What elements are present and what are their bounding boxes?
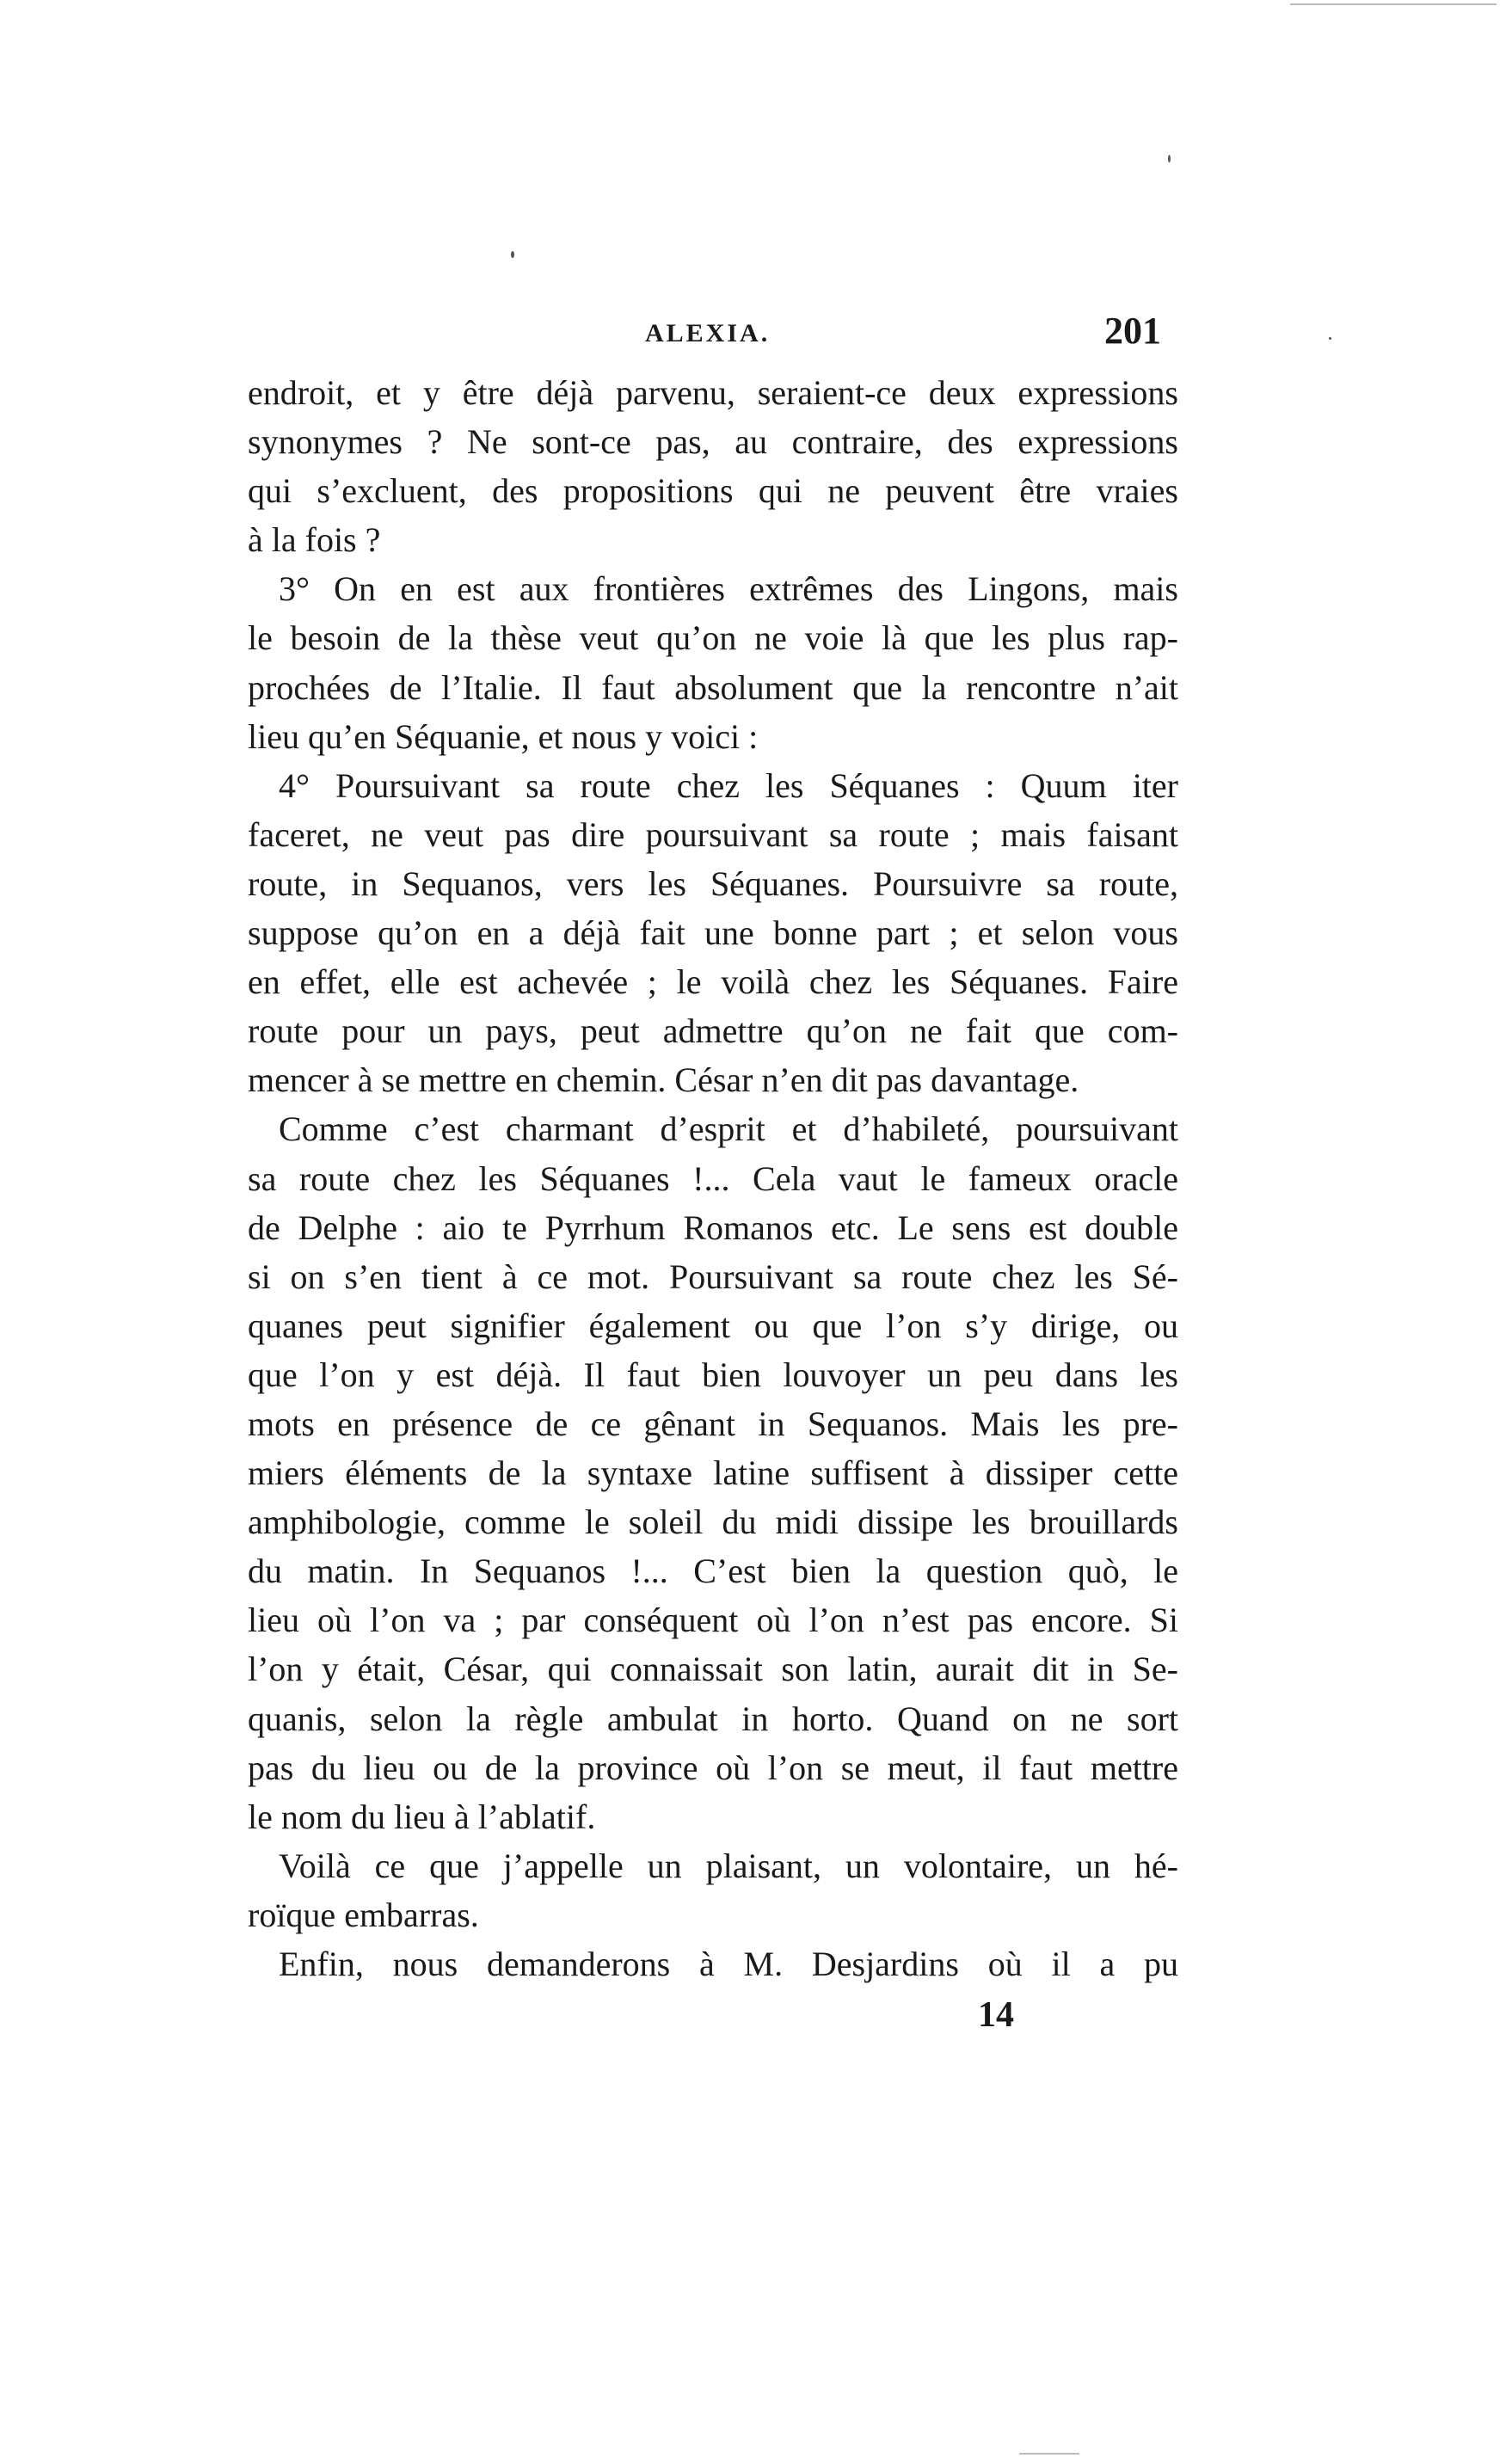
scan-speck [511, 251, 514, 258]
text-line: l’on y était, César, qui connaissait son latin, aurait dit in Se- [248, 1650, 1178, 1689]
paragraph-5-line-1 [248, 1841, 1178, 1890]
text-line: miers éléments de la syntaxe latine suffisent à dissiper cette [248, 1453, 1178, 1493]
paragraph-1-line-3 [248, 466, 1178, 515]
text-line: sa route chez les Séquanes !... Cela vaut le fameux oracle [248, 1158, 1178, 1198]
scan-speck [1168, 155, 1171, 163]
paragraph-4-line-5 [248, 1301, 1178, 1350]
paragraph-3-line-4 [248, 908, 1178, 957]
text-line: que l’on y est déjà. Il faut bien louvoyer un peu dans les [248, 1355, 1178, 1394]
paragraph-4-line-1 [248, 1104, 1178, 1153]
paragraph-3-line-3 [248, 859, 1178, 908]
page-number: 201 [1104, 310, 1161, 352]
text-line: le besoin de la thèse veut qu’on ne voie là que les plus rap- [248, 618, 1178, 658]
paragraph-4-line-11 [248, 1595, 1178, 1644]
text-line: 3° On en est aux frontières extrêmes des Lingons, mais [279, 569, 1178, 609]
text-line: amphibologie, comme le soleil du midi dissipe les brouillards [248, 1502, 1178, 1542]
text-line: 4° Poursuivant sa route chez les Séquanes : Quum iter [279, 765, 1178, 805]
paragraph-4-line-7 [248, 1399, 1178, 1448]
paragraph-4-line-6 [248, 1350, 1178, 1399]
paragraph-4-line-12 [248, 1644, 1178, 1693]
paragraph-2-line-2 [248, 613, 1178, 662]
paragraph-1-line-4 [248, 515, 1178, 564]
paragraph-3-line-7 [248, 1055, 1178, 1104]
text-line: route, in Sequanos, vers les Séquanes. Poursuivre sa route, [248, 863, 1178, 903]
text-line: synonymes ? Ne sont-ce pas, au contraire, des expressions [248, 422, 1178, 462]
text-line: endroit, et y être déjà parvenu, seraient-ce deux expressions [248, 373, 1178, 412]
text-line: quanes peut signifier également ou que l’on s’y dirige, ou [248, 1306, 1178, 1345]
paragraph-3-line-6 [248, 1006, 1178, 1055]
paragraph-4-line-2 [248, 1154, 1178, 1203]
paragraph-3-line-2 [248, 810, 1178, 859]
text-line: le nom du lieu à l’ablatif. [248, 1797, 596, 1836]
paragraph-4-line-13 [248, 1694, 1178, 1743]
text-line: qui s’excluent, des propositions qui ne peuvent être vraies [248, 471, 1178, 511]
paragraph-4-line-3 [248, 1203, 1178, 1252]
paragraph-5-line-2 [248, 1890, 1178, 1939]
text-line: Comme c’est charmant d’esprit et d’habileté, poursuivant [279, 1109, 1178, 1149]
paragraph-4-line-10 [248, 1546, 1178, 1595]
scan-edge-mark [1290, 3, 1497, 5]
text-line: si on s’en tient à ce mot. Poursuivant sa route chez les Sé- [248, 1257, 1178, 1296]
signature-mark: 14 [978, 1995, 1014, 2035]
scan-edge-mark [1019, 2453, 1079, 2455]
text-line: quanis, selon la règle ambulat in horto. Quand on ne sort [248, 1699, 1178, 1738]
text-line: du matin. In Sequanos !... C’est bien la question quò, le [248, 1552, 1178, 1591]
body-text [248, 368, 1178, 1988]
text-line: à la fois ? [248, 520, 381, 560]
page-header [248, 310, 1178, 366]
paragraph-4-line-9 [248, 1497, 1178, 1546]
paragraph-6-line-1 [248, 1939, 1178, 1988]
paragraph-4-line-4 [248, 1252, 1178, 1301]
text-line: Enfin, nous demanderons à M. Desjardins où il a pu [279, 1945, 1178, 1983]
paragraph-1-line-2 [248, 417, 1178, 466]
paragraph-3-line-1 [248, 761, 1178, 810]
text-line: mencer à se mettre en chemin. César n’en dit pas davantage. [248, 1060, 1079, 1100]
text-line: pas du lieu ou de la province où l’on se meut, il faut mettre [248, 1748, 1178, 1787]
paragraph-2-line-3 [248, 663, 1178, 712]
running-title: ALEXIA. [645, 319, 771, 347]
text-line: suppose qu’on en a déjà fait une bonne part ; et selon vous [248, 913, 1178, 953]
text-line: prochées de l’Italie. Il faut absolument que la rencontre n’ait [248, 667, 1178, 707]
text-line: Voilà ce que j’appelle un plaisant, un volontaire, un hé- [279, 1846, 1178, 1885]
text-line: en effet, elle est achevée ; le voilà chez les Séquanes. Faire [248, 962, 1178, 1002]
text-line: lieu qu’en Séquanie, et nous y voici : [248, 716, 759, 756]
scan-speck [1329, 337, 1331, 340]
paragraph-4-line-14 [248, 1743, 1178, 1792]
paragraph-2-line-4 [248, 712, 1178, 761]
paragraph-4-line-15 [248, 1792, 1178, 1841]
text-line: faceret, ne veut pas dire poursuivant sa route ; mais faisant [248, 814, 1178, 854]
text-line: lieu où l’on va ; par conséquent où l’on n’est pas encore. Si [248, 1601, 1178, 1640]
text-line: route pour un pays, peut admettre qu’on ne fait que com- [248, 1011, 1178, 1051]
text-line: roïque embarras. [248, 1895, 479, 1934]
paragraph-4-line-8 [248, 1448, 1178, 1497]
paragraph-3-line-5 [248, 957, 1178, 1006]
paragraph-2-line-1 [248, 564, 1178, 613]
text-line: mots en présence de ce gênant in Sequanos. Mais les pre- [248, 1404, 1178, 1443]
text-line: de Delphe : aio te Pyrrhum Romanos etc. Le sens est double [248, 1207, 1178, 1247]
paragraph-1-line-1 [248, 368, 1178, 417]
